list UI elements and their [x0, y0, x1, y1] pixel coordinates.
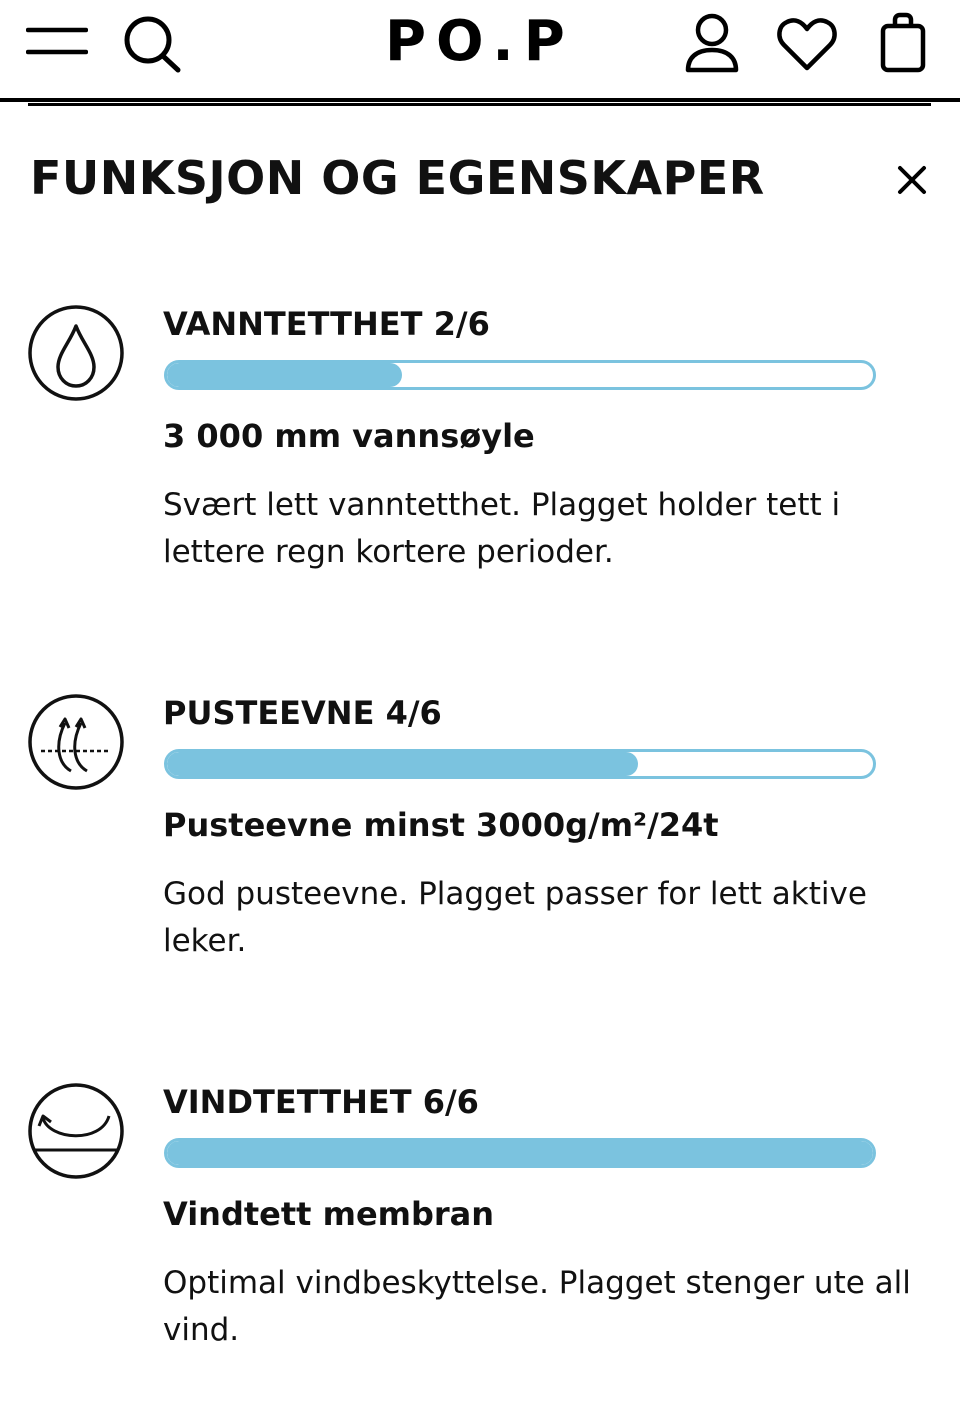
- feature-description: Optimal vindbeskyttelse. Plagget stenger ute all vind.: [163, 1265, 911, 1348]
- panel-title: FUNKSJON OG EGENSKAPER: [30, 151, 765, 205]
- feature-waterproofing: [0, 304, 960, 634]
- feature-description: God pusteevne. Plagget passer for lett aktive leker.: [163, 876, 867, 959]
- level-bar: [164, 749, 876, 779]
- feature-subtitle: Pusteevne minst 3000g/m²/24t: [163, 806, 719, 844]
- feature-breathability: [0, 693, 960, 1023]
- account-icon[interactable]: [682, 12, 742, 74]
- breathability-icon: [27, 693, 125, 791]
- panel-divider: [28, 103, 931, 106]
- level-bar: [164, 360, 876, 390]
- level-bar-fill: [167, 1141, 873, 1165]
- heart-icon[interactable]: [776, 16, 838, 72]
- header-divider: [0, 98, 960, 102]
- close-icon[interactable]: [890, 158, 934, 202]
- logo[interactable]: PO.P: [385, 9, 575, 74]
- bag-icon[interactable]: [878, 12, 928, 74]
- feature-subtitle: 3 000 mm vannsøyle: [163, 417, 535, 455]
- level-bar: [164, 1138, 876, 1168]
- feature-windproofing: [0, 1082, 960, 1412]
- site-header: [0, 0, 960, 92]
- feature-title: PUSTEEVNE 4/6: [163, 694, 442, 732]
- water-drop-icon: [27, 304, 125, 402]
- search-icon[interactable]: [120, 14, 184, 74]
- level-bar-fill: [167, 752, 638, 776]
- feature-title: VINDTETTHET 6/6: [163, 1083, 479, 1121]
- level-bar-fill: [167, 363, 402, 387]
- feature-description: Svært lett vanntetthet. Plagget holder tett i lettere regn kortere perioder.: [163, 487, 841, 570]
- windproof-icon: [27, 1082, 125, 1180]
- feature-subtitle: Vindtett membran: [163, 1195, 495, 1233]
- menu-icon[interactable]: [26, 22, 88, 62]
- feature-title: VANNTETTHET 2/6: [163, 305, 490, 343]
